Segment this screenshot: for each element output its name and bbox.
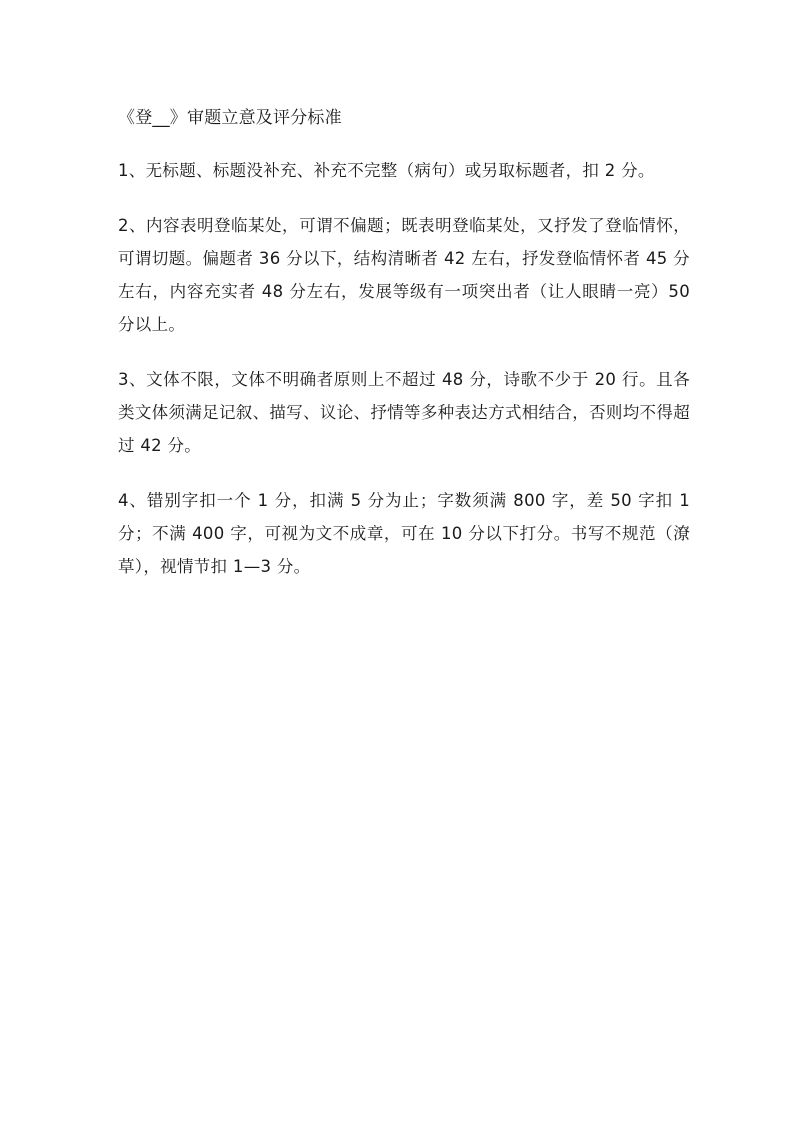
rule-item-1: 1、无标题、标题没补充、补充不完整（病句）或另取标题者，扣 2 分。: [118, 161, 655, 180]
rule-item-3: 3、文体不限，文体不明确者原则上不超过 48 分，诗歌不少于 20 行。且各类文体须满足记叙、描写、议论、抒情等多种表达方式相结合，否则均不得超过 42 分。: [118, 370, 690, 455]
rule-item-2: 2、内容表明登临某处，可谓不偏题；既表明登临某处，又抒发了登临情怀，可谓切题。偏题者 36 分以下，结构清晰者 42 左右，抒发登临情怀者 45 分左右，内容充实者 48 分左右，发展等级有一项突出者（让人眼睛一亮）50 分以上。: [118, 216, 690, 334]
document-title: 《登__》审题立意及评分标准: [118, 108, 342, 128]
document-body: [118, 104, 690, 605]
rule-item-4: 4、错别字扣一个 1 分，扣满 5 分为止；字数须满 800 字，差 50 字扣 1 分；不满 400 字，可视为文不成章，可在 10 分以下打分。书写不规范（潦草），视情节扣 1—3 分。: [118, 491, 690, 576]
